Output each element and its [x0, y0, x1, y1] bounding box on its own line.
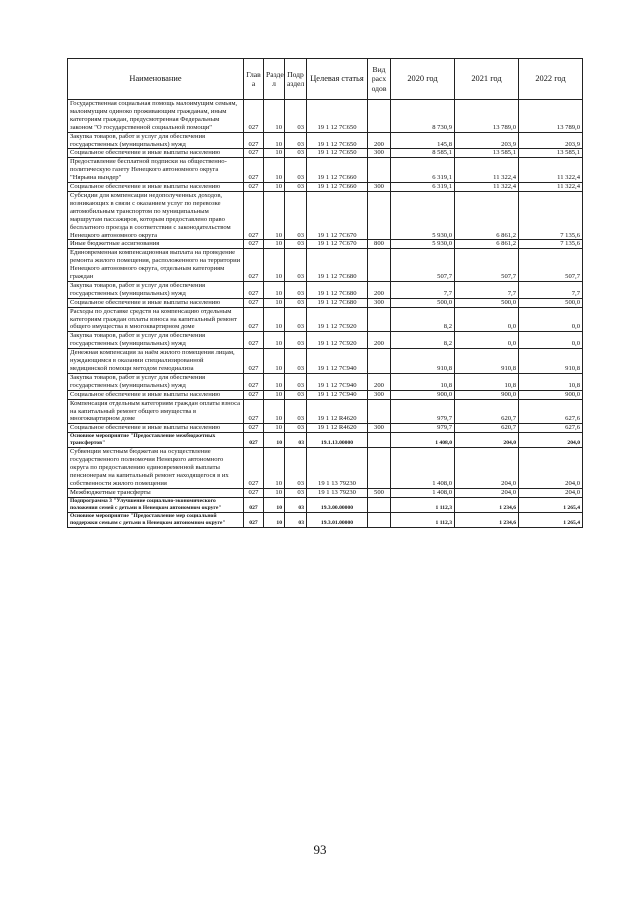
- row-2022: 204,0: [519, 488, 583, 497]
- header-name: Наименование: [68, 59, 244, 100]
- row-expense-type: 300: [368, 424, 391, 433]
- row-expense-type: [368, 249, 391, 282]
- row-2022: 7,7: [519, 281, 583, 298]
- table-row: [68, 373, 583, 390]
- row-2021: 13 789,0: [455, 100, 519, 133]
- row-name: Основное мероприятие "Предоставление межбюджетных трансфертов": [68, 433, 244, 448]
- row-2021: 620,7: [455, 424, 519, 433]
- row-target: 19 1 13 79230: [307, 448, 368, 489]
- row-expense-type: 800: [368, 240, 391, 249]
- row-name: Социальное обеспечение и иные выплаты населению: [68, 149, 244, 158]
- row-section: 10: [264, 191, 285, 239]
- row-subsection: 03: [285, 433, 307, 448]
- table-row: [68, 240, 583, 249]
- row-2020: 10,8: [391, 373, 455, 390]
- row-2021: 204,0: [455, 448, 519, 489]
- row-chapter: 027: [244, 433, 264, 448]
- row-chapter: 027: [244, 191, 264, 239]
- row-chapter: 027: [244, 298, 264, 307]
- row-2022: 910,8: [519, 349, 583, 374]
- row-target: 19 1 12 7С650: [307, 100, 368, 133]
- row-2021: 0,0: [455, 332, 519, 349]
- table-row: [68, 158, 583, 183]
- row-expense-type: 200: [368, 281, 391, 298]
- row-name: Компенсация отдельным категориям граждан оплаты взноса на капитальный ремонт общего имущества в многоквартирном доме: [68, 399, 244, 424]
- row-target: 19 1 12 7С670: [307, 240, 368, 249]
- row-name: Основное мероприятие "Предоставление мер социальной поддержки семьям с детьми в Ненецком автономном округе": [68, 512, 244, 527]
- budget-table: [67, 58, 583, 528]
- row-target: 19 1 12 R4620: [307, 424, 368, 433]
- header-2021: 2021 год: [455, 59, 519, 100]
- row-target: 19 1 12 7С670: [307, 191, 368, 239]
- row-name: Социальное обеспечение и иные выплаты населению: [68, 298, 244, 307]
- row-target: 19 1 12 7С920: [307, 307, 368, 332]
- table-row: [68, 390, 583, 399]
- row-expense-type: 300: [368, 149, 391, 158]
- row-2021: 1 234,6: [455, 512, 519, 527]
- row-2021: 10,8: [455, 373, 519, 390]
- row-section: 10: [264, 399, 285, 424]
- row-chapter: 027: [244, 512, 264, 527]
- row-2021: 13 585,1: [455, 149, 519, 158]
- row-2021: 11 322,4: [455, 183, 519, 192]
- row-chapter: 027: [244, 399, 264, 424]
- table-row: [68, 281, 583, 298]
- row-chapter: 027: [244, 373, 264, 390]
- table-row: [68, 497, 583, 512]
- row-chapter: 027: [244, 349, 264, 374]
- row-section: 10: [264, 512, 285, 527]
- row-name: Подпрограмма 3 "Улучшение социально-экономического положения семей с детьми в Ненецком автономном округе": [68, 497, 244, 512]
- row-name: Закупка товаров, работ и услуг для обеспечения государственных (муниципальных) нужд: [68, 373, 244, 390]
- row-subsection: 03: [285, 349, 307, 374]
- header-subsection: Подр аздел: [285, 59, 307, 100]
- row-2022: 1 265,4: [519, 512, 583, 527]
- row-name: Социальное обеспечение и иные выплаты населению: [68, 183, 244, 192]
- row-subsection: 03: [285, 373, 307, 390]
- row-name: Единовременная компенсационная выплата на проведение ремонта жилого помещения, расположенного на территории Ненецкого автономного округа, отдельным категориям граждан: [68, 249, 244, 282]
- row-target: 19 1 12 7С650: [307, 149, 368, 158]
- header-chapter: Глав а: [244, 59, 264, 100]
- page-number: 93: [313, 842, 327, 857]
- row-subsection: 03: [285, 298, 307, 307]
- table-row: [68, 183, 583, 192]
- table-row: [68, 424, 583, 433]
- row-expense-type: 200: [368, 332, 391, 349]
- row-subsection: 03: [285, 332, 307, 349]
- row-2020: 8 585,1: [391, 149, 455, 158]
- row-2022: 11 322,4: [519, 183, 583, 192]
- table-row: [68, 512, 583, 527]
- row-expense-type: 300: [368, 390, 391, 399]
- row-subsection: 03: [285, 307, 307, 332]
- row-2020: 6 319,1: [391, 158, 455, 183]
- row-name: Субсидии для компенсации недополученных доходов, возникающих в связи с оказанием услуг по перевозке автомобильным транспортом по муниципальным маршрутам пассажиров, которым предоставлено право бесплатного проезда в соответствии с законодательством Ненецкого автономного округа: [68, 191, 244, 239]
- row-name: Закупка товаров, работ и услуг для обеспечения государственных (муниципальных) нужд: [68, 132, 244, 149]
- row-subsection: 03: [285, 240, 307, 249]
- row-2022: 0,0: [519, 332, 583, 349]
- row-section: 10: [264, 332, 285, 349]
- row-section: 10: [264, 249, 285, 282]
- row-target: 19 1 12 7С680: [307, 281, 368, 298]
- row-subsection: 03: [285, 390, 307, 399]
- row-chapter: 027: [244, 249, 264, 282]
- row-target: 19 1 12 7С940: [307, 349, 368, 374]
- row-2020: 8,2: [391, 332, 455, 349]
- row-name: Социальное обеспечение и иные выплаты населению: [68, 390, 244, 399]
- row-chapter: 027: [244, 307, 264, 332]
- row-2021: 204,0: [455, 488, 519, 497]
- row-2020: 5 930,0: [391, 191, 455, 239]
- row-subsection: 03: [285, 183, 307, 192]
- row-2022: 11 322,4: [519, 158, 583, 183]
- header-2020: 2020 год: [391, 59, 455, 100]
- table-header-row: [68, 59, 583, 100]
- row-chapter: 027: [244, 149, 264, 158]
- table-row: [68, 349, 583, 374]
- row-2020: 1 112,3: [391, 497, 455, 512]
- row-2022: 13 789,0: [519, 100, 583, 133]
- row-expense-type: 200: [368, 132, 391, 149]
- row-2021: 7,7: [455, 281, 519, 298]
- row-expense-type: [368, 349, 391, 374]
- header-expense-type: Вид расх одов: [368, 59, 391, 100]
- row-name: Денежная компенсация за наём жилого помещения лицам, нуждающимся в оказании специализированной медицинской помощи методом гемодиализа: [68, 349, 244, 374]
- row-2021: 6 861,2: [455, 240, 519, 249]
- row-section: 10: [264, 349, 285, 374]
- row-expense-type: [368, 307, 391, 332]
- row-2021: 910,8: [455, 349, 519, 374]
- row-target: 19 1 12 7С660: [307, 158, 368, 183]
- row-chapter: 027: [244, 390, 264, 399]
- row-2022: 7 135,6: [519, 191, 583, 239]
- row-expense-type: [368, 158, 391, 183]
- table-row: [68, 399, 583, 424]
- row-2020: 1 408,0: [391, 448, 455, 489]
- row-expense-type: [368, 512, 391, 527]
- row-target: 19.3.00.00000: [307, 497, 368, 512]
- row-2020: 500,0: [391, 298, 455, 307]
- row-subsection: 03: [285, 399, 307, 424]
- row-target: 19 1 12 7С940: [307, 373, 368, 390]
- row-chapter: 027: [244, 448, 264, 489]
- row-2020: 979,7: [391, 424, 455, 433]
- row-2020: 8 730,9: [391, 100, 455, 133]
- row-expense-type: [368, 448, 391, 489]
- row-expense-type: [368, 433, 391, 448]
- row-section: 10: [264, 281, 285, 298]
- row-section: 10: [264, 488, 285, 497]
- table-row: [68, 298, 583, 307]
- row-target: 19 1 12 7С920: [307, 332, 368, 349]
- row-target: 19 1 12 R4620: [307, 399, 368, 424]
- row-2020: 7,7: [391, 281, 455, 298]
- row-target: 19 1 13 79230: [307, 488, 368, 497]
- row-2021: 6 861,2: [455, 191, 519, 239]
- row-name: Социальное обеспечение и иные выплаты населению: [68, 424, 244, 433]
- row-target: 19.3.01.00000: [307, 512, 368, 527]
- row-2020: 910,8: [391, 349, 455, 374]
- row-target: 19.1.13.00000: [307, 433, 368, 448]
- row-expense-type: [368, 399, 391, 424]
- row-chapter: 027: [244, 332, 264, 349]
- row-2022: 627,6: [519, 399, 583, 424]
- row-2022: 13 585,1: [519, 149, 583, 158]
- table-row: [68, 488, 583, 497]
- row-expense-type: 500: [368, 488, 391, 497]
- row-2022: 627,6: [519, 424, 583, 433]
- row-subsection: 03: [285, 249, 307, 282]
- table-row: [68, 132, 583, 149]
- row-chapter: 027: [244, 424, 264, 433]
- row-name: Межбюджетные трансферты: [68, 488, 244, 497]
- row-2020: 6 319,1: [391, 183, 455, 192]
- row-chapter: 027: [244, 240, 264, 249]
- row-section: 10: [264, 132, 285, 149]
- row-expense-type: 300: [368, 183, 391, 192]
- row-subsection: 03: [285, 497, 307, 512]
- row-chapter: 027: [244, 132, 264, 149]
- row-name: Государственная социальная помощь малоимущим семьям, малоимущим одиноко проживающим гражданам, иным категориям граждан, предусмотренная Федеральным законом "О государственной социальной помощи": [68, 100, 244, 133]
- row-2020: 900,0: [391, 390, 455, 399]
- row-2021: 11 322,4: [455, 158, 519, 183]
- row-2021: 620,7: [455, 399, 519, 424]
- row-section: 10: [264, 433, 285, 448]
- row-expense-type: 200: [368, 373, 391, 390]
- row-expense-type: [368, 191, 391, 239]
- row-2022: 900,0: [519, 390, 583, 399]
- row-section: 10: [264, 448, 285, 489]
- row-section: 10: [264, 390, 285, 399]
- table-row: [68, 249, 583, 282]
- row-name: Закупка товаров, работ и услуг для обеспечения государственных (муниципальных) нужд: [68, 281, 244, 298]
- row-2020: 1 408,0: [391, 488, 455, 497]
- row-2022: 204,0: [519, 433, 583, 448]
- table-row: [68, 433, 583, 448]
- row-section: 10: [264, 497, 285, 512]
- row-name: Иные бюджетные ассигнования: [68, 240, 244, 249]
- row-2021: 203,9: [455, 132, 519, 149]
- row-subsection: 03: [285, 512, 307, 527]
- row-2021: 1 234,6: [455, 497, 519, 512]
- table-row: [68, 191, 583, 239]
- row-name: Субвенции местным бюджетам на осуществление государственного полномочия Ненецкого автономного округа по предоставлению единовременной выплаты пенсионерам на капитальный ремонт находящегося в их собственности жилого помещения: [68, 448, 244, 489]
- row-section: 10: [264, 100, 285, 133]
- header-2022: 2022 год: [519, 59, 583, 100]
- row-section: 10: [264, 240, 285, 249]
- row-chapter: 027: [244, 281, 264, 298]
- row-2020: 979,7: [391, 399, 455, 424]
- header-target: Целевая статья: [307, 59, 368, 100]
- row-2022: 7 135,6: [519, 240, 583, 249]
- table-row: [68, 448, 583, 489]
- row-chapter: 027: [244, 183, 264, 192]
- row-chapter: 027: [244, 158, 264, 183]
- row-subsection: 03: [285, 424, 307, 433]
- row-2022: 203,9: [519, 132, 583, 149]
- row-2022: 500,0: [519, 298, 583, 307]
- row-expense-type: 300: [368, 298, 391, 307]
- row-2022: 204,0: [519, 448, 583, 489]
- row-subsection: 03: [285, 448, 307, 489]
- row-expense-type: [368, 100, 391, 133]
- row-subsection: 03: [285, 281, 307, 298]
- table-row: [68, 332, 583, 349]
- row-2021: 204,0: [455, 433, 519, 448]
- row-section: 10: [264, 307, 285, 332]
- row-section: 10: [264, 158, 285, 183]
- table-body: [68, 100, 583, 528]
- row-target: 19 1 12 7С650: [307, 132, 368, 149]
- row-subsection: 03: [285, 191, 307, 239]
- row-name: Предоставление бесплатной подписки на общественно-политическую газету Ненецкого автономного округа "Нярьяна вындер": [68, 158, 244, 183]
- row-2021: 500,0: [455, 298, 519, 307]
- row-2022: 1 265,4: [519, 497, 583, 512]
- row-subsection: 03: [285, 158, 307, 183]
- row-2021: 0,0: [455, 307, 519, 332]
- row-expense-type: [368, 497, 391, 512]
- row-2022: 0,0: [519, 307, 583, 332]
- row-2021: 900,0: [455, 390, 519, 399]
- row-section: 10: [264, 298, 285, 307]
- row-target: 19 1 12 7С680: [307, 298, 368, 307]
- row-subsection: 03: [285, 488, 307, 497]
- row-target: 19 1 12 7С940: [307, 390, 368, 399]
- row-2020: 145,8: [391, 132, 455, 149]
- row-2020: 1 408,0: [391, 433, 455, 448]
- row-chapter: 027: [244, 497, 264, 512]
- row-subsection: 03: [285, 149, 307, 158]
- row-section: 10: [264, 424, 285, 433]
- row-section: 10: [264, 149, 285, 158]
- row-name: Закупка товаров, работ и услуг для обеспечения государственных (муниципальных) нужд: [68, 332, 244, 349]
- row-subsection: 03: [285, 100, 307, 133]
- table-row: [68, 149, 583, 158]
- row-2022: 507,7: [519, 249, 583, 282]
- row-target: 19 1 12 7С660: [307, 183, 368, 192]
- header-section: Разде л: [264, 59, 285, 100]
- row-target: 19 1 12 7С680: [307, 249, 368, 282]
- row-chapter: 027: [244, 100, 264, 133]
- row-2020: 8,2: [391, 307, 455, 332]
- row-2021: 507,7: [455, 249, 519, 282]
- row-name: Расходы по доставке средств на компенсацию отдельным категориям граждан оплаты взноса на капитальный ремонт общего имущества в многоквартирном доме: [68, 307, 244, 332]
- row-2022: 10,8: [519, 373, 583, 390]
- row-section: 10: [264, 373, 285, 390]
- row-2020: 5 930,0: [391, 240, 455, 249]
- row-2020: 507,7: [391, 249, 455, 282]
- row-2020: 1 112,3: [391, 512, 455, 527]
- row-section: 10: [264, 183, 285, 192]
- table-row: [68, 100, 583, 133]
- table-row: [68, 307, 583, 332]
- row-chapter: 027: [244, 488, 264, 497]
- row-subsection: 03: [285, 132, 307, 149]
